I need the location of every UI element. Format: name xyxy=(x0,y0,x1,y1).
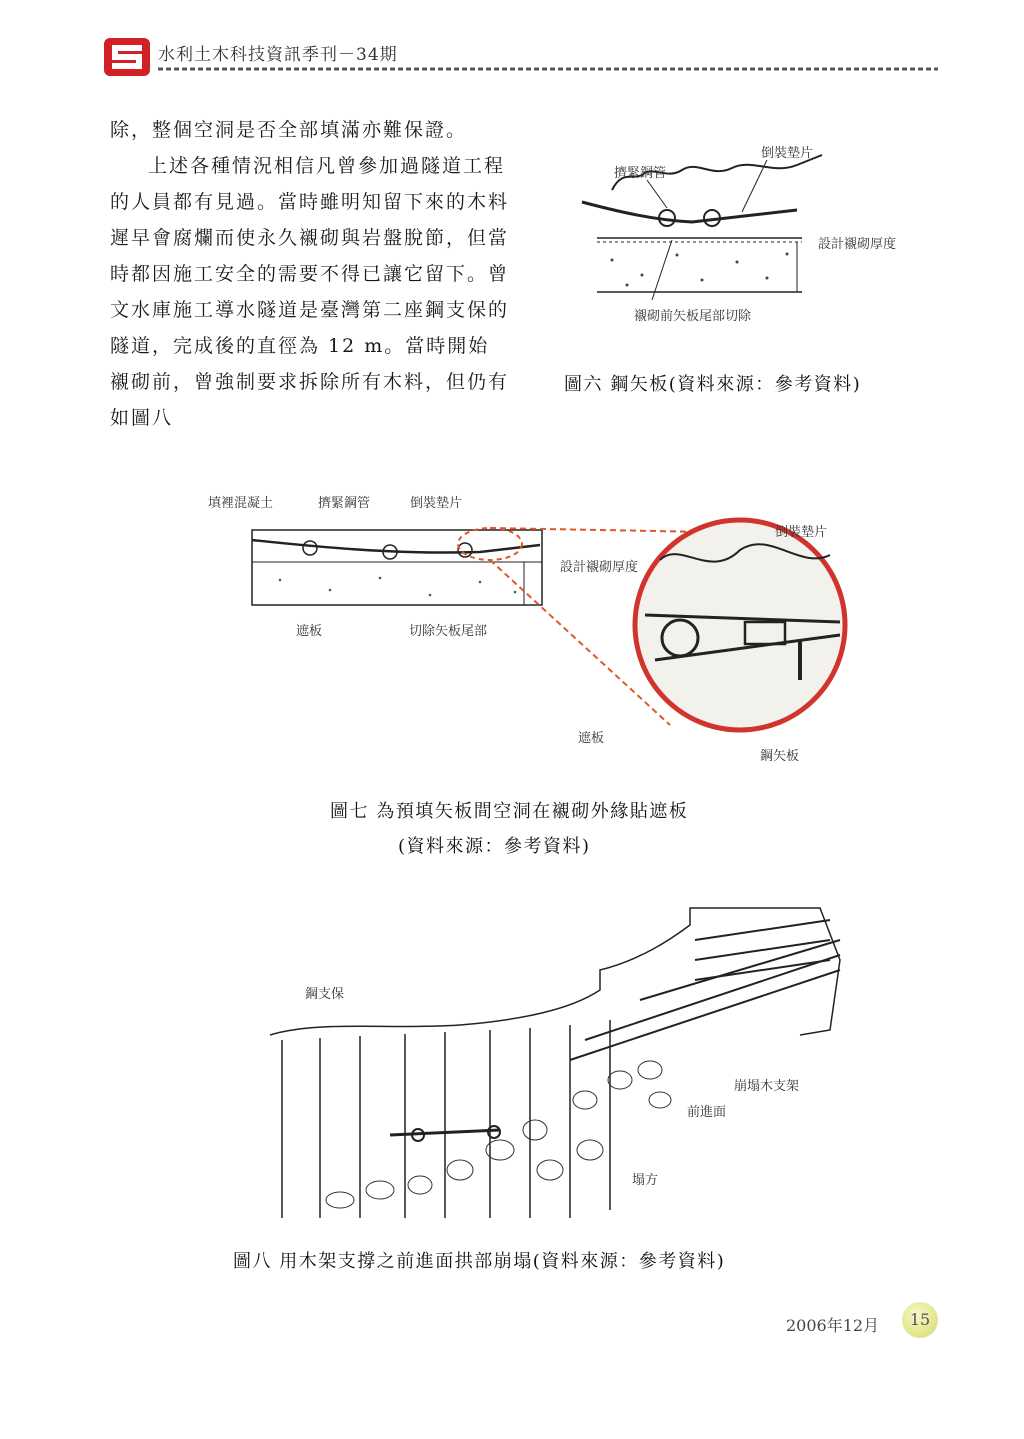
journal-logo xyxy=(104,38,150,76)
fig8-label-timber-frame: 崩塌木支架 xyxy=(734,1079,800,1094)
fig8-label-collapse: 塌方 xyxy=(632,1173,659,1188)
fig7-label-cover-board: 遮板 xyxy=(296,624,323,639)
fig8-label-steel-support: 鋼支保 xyxy=(305,987,345,1002)
figure-7-drawing xyxy=(240,510,870,770)
figure-7-caption-line2: (資料來源：參考資料) xyxy=(398,836,591,857)
body-text xyxy=(110,112,510,436)
fig7-zoom-label-wedge: 倒裝墊片 xyxy=(775,525,828,540)
body-paragraph-2: 上述各種情況相信凡曾參加過隧道工程的人員都有見過。當時雖明知留下來的木料遲早會腐爛而使永久襯砌與岩盤脫節，但當時都因施工安全的需要不得已讓它留下。曾文水庫施工導水隧道是臺灣第二座鋼支保的隧道，完成後的直徑為 12 m。當時開始襯砌前，曾強制要求拆除所有木料，但仍有如圖八 xyxy=(110,155,510,429)
figure-8-drawing xyxy=(240,900,860,1240)
figure-6-drawing xyxy=(572,150,842,310)
fig6-label-cut-tail: 襯砌前矢板尾部切除 xyxy=(634,309,752,324)
figure-8-caption: 圖八 用木架支撐之前進面拱部崩塌(資料來源：參考資料) xyxy=(233,1251,726,1272)
fig7-label-wedge: 倒裝墊片 xyxy=(410,496,463,511)
fig7-label-lining-thickness: 設計襯砌厚度 xyxy=(560,560,639,575)
fig7-zoom-label-steel-sheet: 鋼矢板 xyxy=(760,749,800,764)
page-number: 15 xyxy=(909,1310,931,1329)
fig6-label-wedge: 倒裝墊片 xyxy=(761,146,814,161)
fig7-label-fill-concrete: 填裡混凝土 xyxy=(208,496,274,511)
header-rule xyxy=(158,66,938,72)
figure-7-caption-line1: 圖七 為預填矢板間空洞在襯砌外緣貼遮板 xyxy=(330,801,689,822)
fig6-label-tight-pipe: 擠緊鋼管 xyxy=(614,166,667,181)
figure-6-caption: 圖六 鋼矢板(資料來源：參考資料) xyxy=(564,374,862,395)
fig7-zoom-label-cover: 遮板 xyxy=(578,731,605,746)
journal-title: 水利土木科技資訊季刊－34期 xyxy=(158,45,398,65)
fig8-label-face: 前進面 xyxy=(687,1105,727,1120)
footer-date: 2006年12月 xyxy=(786,1316,880,1335)
fig7-label-cut-tail: 切除矢板尾部 xyxy=(409,624,488,639)
fig7-label-tight-pipe: 擠緊鋼管 xyxy=(318,496,371,511)
fig6-label-lining-thickness: 設計襯砌厚度 xyxy=(818,237,897,252)
body-paragraph-1: 除，整個空洞是否全部填滿亦難保證。 xyxy=(110,119,468,141)
